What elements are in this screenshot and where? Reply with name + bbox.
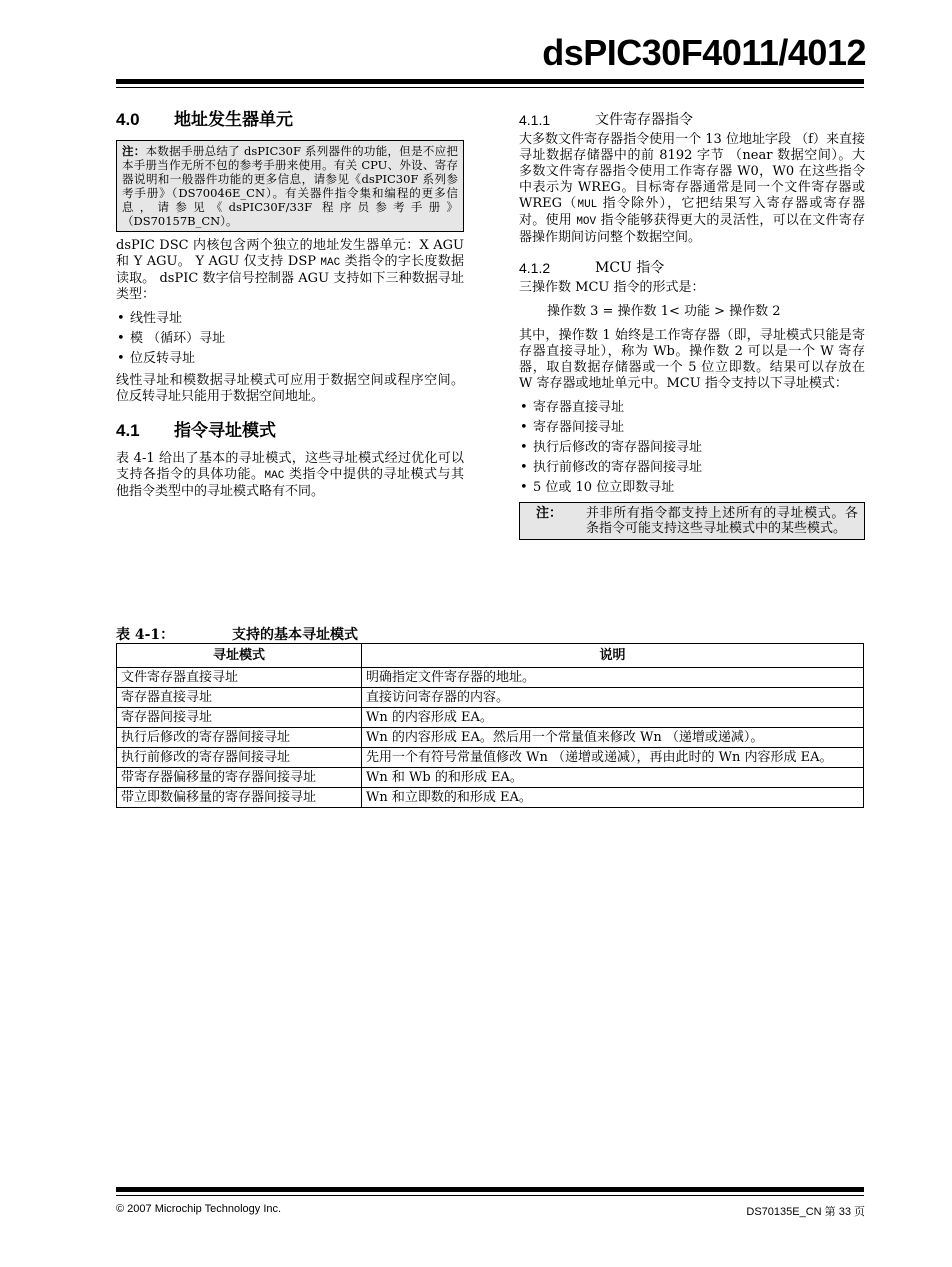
table-cell: Wn 和 Wb 的和形成 EA。 — [362, 768, 864, 788]
section-4-1-1-heading — [519, 112, 865, 128]
intro-paragraph — [116, 238, 464, 303]
table-row — [117, 668, 864, 688]
mcu-form-paragraph: 三操作数 MCU 指令的形式是： — [519, 280, 705, 295]
list-item: • 模 （循环）寻址 — [116, 331, 464, 347]
text-run: 指令除外），它把结果写入寄存器或寄存器对。使用 — [519, 196, 865, 228]
table-cell: 文件寄存器直接寻址 — [117, 668, 362, 688]
list-item: • 寄存器直接寻址 — [519, 400, 865, 416]
section-4-1-heading — [116, 423, 464, 439]
section-number: 4.1 — [116, 421, 140, 440]
operand-paragraph: 其中，操作数 1 始终是工作寄存器（即，寻址模式只能是寄存器直接寻址），称为 Wb。操作数 2 可以是一个 W 寄存器，取自数据存储器或一个 5 位立即数。结果可以存放在 W 寄存器或地址单元中。MCU 指令支持以下寻址模式： — [519, 328, 865, 391]
text-run: 类指令的字长度数据读取。 dsPIC 数字信号控制器 AGU 支持如下三种数据寻址类型： — [116, 254, 464, 302]
note-label: 注： — [536, 506, 563, 521]
table-cell: 明确指定文件寄存器的地址。 — [362, 668, 864, 688]
table-row — [117, 768, 864, 788]
list-item: • 执行后修改的寄存器间接寻址 — [519, 440, 865, 456]
column-header: 寻址模式 — [117, 644, 362, 668]
header-rule-thick — [116, 79, 864, 84]
list-item: • 5 位或 10 位立即数寻址 — [519, 480, 865, 496]
column-header: 说明 — [362, 644, 864, 668]
table-cell: 带立即数偏移量的寄存器间接寻址 — [117, 788, 362, 808]
table-row — [117, 688, 864, 708]
table-header-row — [117, 644, 864, 668]
list-item: • 执行前修改的寄存器间接寻址 — [519, 460, 865, 476]
section-4-1-2-heading — [519, 260, 865, 276]
footer-rule-thick — [116, 1187, 864, 1192]
footer-rule-thin — [116, 1195, 864, 1196]
table-row — [117, 728, 864, 748]
operand-formula: 操作数 3 = 操作数 1< 功能 > 操作数 2 — [547, 304, 781, 319]
list-item: • 寄存器间接寻址 — [519, 420, 865, 436]
right-column — [519, 112, 865, 540]
section-title: MCU 指令 — [595, 260, 665, 276]
text-run: 表 4-1 给出了基本的寻址模式，这些寻址模式经过优化可以支持各指令的具体功能。 — [116, 451, 464, 482]
code-mov: MOV — [576, 216, 597, 228]
table-row — [117, 788, 864, 808]
note-text: 并非所有指令都支持上述所有的寻址模式。各条指令可能支持这些寻址模式中的某些模式。 — [586, 506, 858, 536]
addressing-paragraph: 线性寻址和模数据寻址模式可应用于数据空间或程序空间。位反转寻址只能用于数据空间地址。 — [116, 373, 464, 404]
table-cell: 执行前修改的寄存器间接寻址 — [117, 748, 362, 768]
note-text: 本数据手册总结了 dsPIC30F 系列器件的功能，但是不应把本手册当作无所不包的参考手册来使用。有关 CPU、外设、寄存器说明和一般器件功能的更多信息，请参见《dsPIC30F 系列参考手册》（DS70046E_CN）。有关器件指令集和编程的更多信息，请参见《dsPIC30F/33F 程序员参考手册》（DS70157B_CN）。 — [122, 144, 459, 228]
text-run: 大多数文件寄存器指令使用一个 13 位地址字段 （f）来直接寻址数据存储器中的前 8192 字节 （near 数据空间）。大多数文件寄存器指令使用工作寄存器 W0，W0 在这些指令中表示为 WREG。目标寄存器通常是同一个文件寄存器或 WREG（ — [519, 132, 865, 211]
section-4-0-heading — [116, 112, 464, 128]
note-box — [116, 140, 464, 232]
footer-page-number: DS70135E_CN 第 33 页 — [746, 1206, 865, 1218]
table-cell: Wn 的内容形成 EA。然后用一个常量值来修改 Wn （递增或递减）。 — [362, 728, 864, 748]
section-title: 指令寻址模式 — [174, 421, 276, 441]
table-cell: Wn 和立即数的和形成 EA。 — [362, 788, 864, 808]
table-row — [117, 748, 864, 768]
note-box — [519, 502, 865, 540]
section-number: 4.0 — [116, 110, 140, 129]
mcu-addressing-list — [519, 400, 865, 496]
file-register-paragraph — [519, 132, 865, 246]
table-title: 支持的基本寻址模式 — [232, 627, 358, 643]
text-run: 指令能够获得更大的灵活性，可以在文件寄存器操作期间访问整个数据空间。 — [519, 213, 865, 245]
addressing-type-list — [116, 311, 464, 367]
table-cell: Wn 的内容形成 EA。 — [362, 708, 864, 728]
table-cell: 先用一个有符号常量值修改 Wn （递增或递减），再由此时的 Wn 内容形成 EA。 — [362, 748, 864, 768]
table-cell: 寄存器间接寻址 — [117, 708, 362, 728]
table-row — [117, 708, 864, 728]
table-caption — [116, 624, 358, 644]
code-mac: MAC — [264, 470, 285, 482]
code-mul: MUL — [577, 199, 598, 211]
table-cell: 执行后修改的寄存器间接寻址 — [117, 728, 362, 748]
modes-paragraph — [116, 451, 464, 500]
note-label: 注： — [122, 144, 146, 158]
section-number: 4.1.2 — [519, 260, 551, 276]
table-number: 表 4-1： — [116, 627, 175, 643]
text-run: dsPIC DSC 内核包含两个独立的地址发生器单元：X AGU 和 Y AGU。 Y AGU 仅支持 DSP — [116, 238, 464, 269]
addressing-modes-table — [116, 643, 864, 808]
table-cell: 寄存器直接寻址 — [117, 688, 362, 708]
header-rule-thin — [116, 87, 864, 88]
table-cell: 直接访问寄存器的内容。 — [362, 688, 864, 708]
table-cell: 带寄存器偏移量的寄存器间接寻址 — [117, 768, 362, 788]
page-header-title: dsPIC30F4011/4012 — [542, 32, 866, 73]
left-column — [116, 112, 464, 508]
section-number: 4.1.1 — [519, 112, 551, 128]
text-run: 类指令中提供的寻址模式与其他指令类型中的寻址模式略有不同。 — [116, 467, 464, 499]
footer-copyright: © 2007 Microchip Technology Inc. — [116, 1203, 282, 1215]
list-item: • 位反转寻址 — [116, 351, 464, 367]
list-item: • 线性寻址 — [116, 311, 464, 327]
section-title: 地址发生器单元 — [174, 110, 293, 130]
section-title: 文件寄存器指令 — [595, 112, 693, 128]
code-mac: MAC — [320, 257, 341, 269]
